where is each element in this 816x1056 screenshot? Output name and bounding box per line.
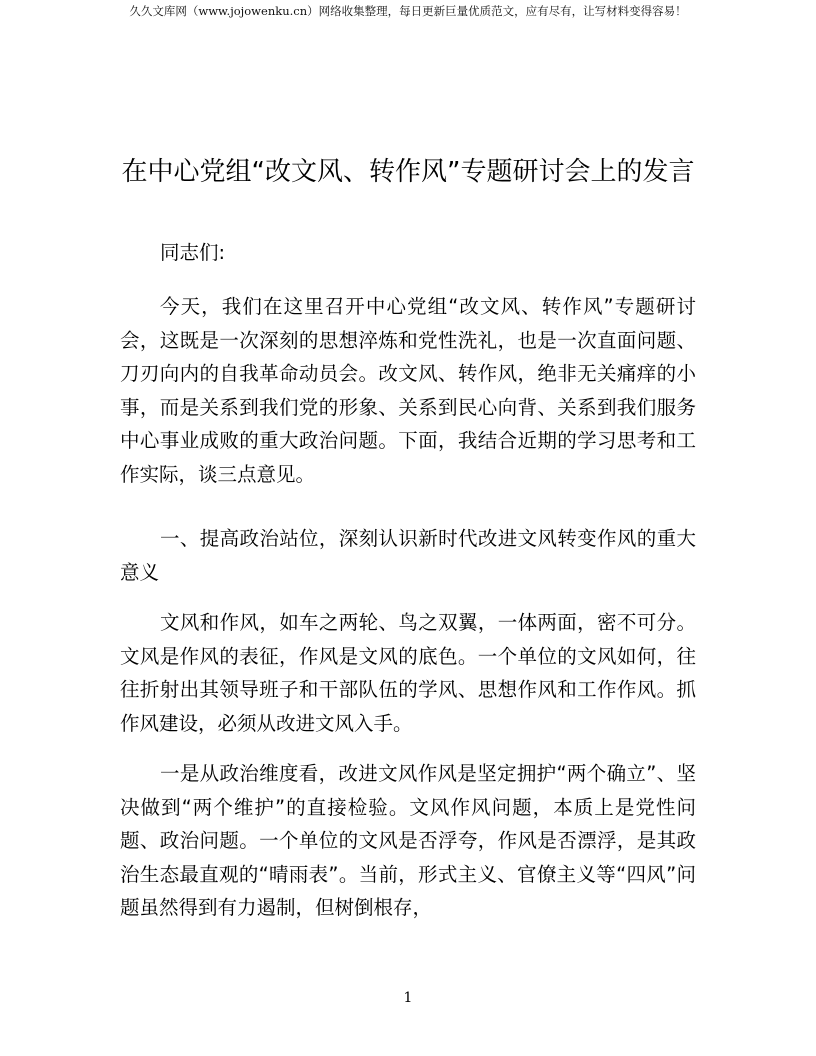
header-note: 久久文库网（www.jojowenku.cn）网络收集整理，每日更新巨量优质范文，应有尽有，让写材料变得容易！ <box>129 4 687 18</box>
paragraph-2: 文风和作风，如车之两轮、鸟之双翼，一体两面，密不可分。文风是作风的表征，作风是文风的底色。一个单位的文风如何，往往折射出其领导班子和干部队伍的学风、思想作风和工作作风。抓作风建设，必须从改进文风入手。 <box>120 611 696 735</box>
paragraph-intro: 今天，我们在这里召开中心党组“改文风、转作风”专题研讨会，这既是一次深刻的思想淬炼和党性洗礼，也是一次直面问题、刀刃向内的自我革命动员会。改文风、转作风，绝非无关痛痒的小事，而是关系到我们党的形象、关系到民心向背、关系到我们服务中心事业成败的重大政治问题。下面，我结合近期的学习思考和工作实际，谈三点意见。 <box>120 295 696 486</box>
paragraph-3: 一是从政治维度看，改进文风作风是坚定拥护“两个确立”、坚决做到“两个维护”的直接检验。文风作风问题，本质上是党性问题、政治问题。一个单位的文风是否浮夸，作风是否漂浮，是其政治生态最直观的“晴雨表”。当前，形式主义、官僚主义等“四风”问题虽然得到有力遏制，但树倒根存， <box>120 762 696 919</box>
document-title: 在中心党组“改文风、转作风”专题研讨会上的发言 <box>121 157 695 187</box>
salutation: 同志们: <box>160 241 226 264</box>
page-number: 1 <box>403 990 413 1006</box>
section-heading-1: 一、提高政治站位，深刻认识新时代改进文风转变作风的重大意义 <box>120 527 696 584</box>
